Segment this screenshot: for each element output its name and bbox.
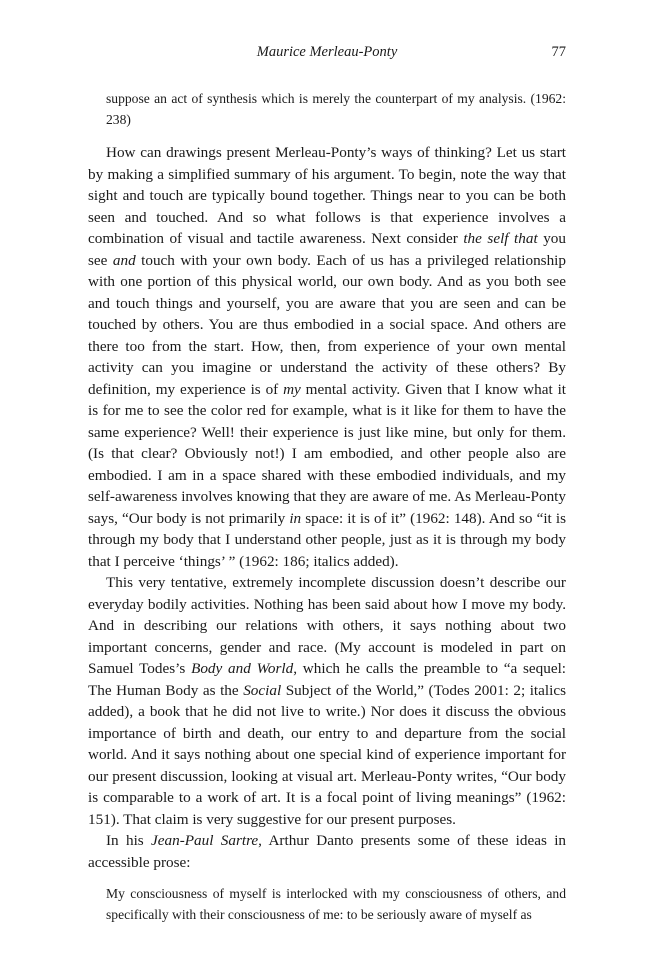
paragraph-2-text-c: Subject of the World,” (Todes 2001: 2; italics added), a book that he did not live to write.) Nor does it discuss the obvious importance of birth and death, our entry to and departure from the social world. And it says nothing about one special kind of experience important for our present discussion, looking at visual art. Merleau-Ponty writes, “Our body is comparable to a work of art. It is a focal point of living meanings” (1962: 151). That claim is very suggestive for our present purposes. — [88, 681, 566, 828]
paragraph-1-italic-b: and — [112, 251, 136, 269]
paragraph-2-italic-b: Social — [243, 681, 282, 699]
paragraph-1-italic-a: the self that — [463, 230, 538, 247]
paragraph-3-italic-a: Jean-Paul Sartre — [151, 832, 259, 849]
paragraph-2-text-a: This very tentative, extremely incomplete discussion doesn’t describe our everyday bodily activities. Nothing has been said about how I move my body. And in describing our relations with others, it says nothing about two important concerns, gender and race. (My account is modeled in part on Samuel Todes’s — [88, 574, 566, 677]
paragraph-3-text-a: In his — [106, 832, 152, 849]
paragraph-1-italic-c: my — [283, 380, 301, 398]
paragraph-1 — [88, 142, 566, 572]
page-number: 77 — [551, 44, 566, 60]
paragraph-1-text-d: mental activity. Given that I know what it is for me to see the color red for example, what is it like for them to have the same experience? Well! their experience is just like mine, but only for them. (Is that clear? Obviously not!) I am embodied, and other people also are embodied. I am in a space shared with these embodied individuals, and my self-awareness involves knowing that they are aware of me. As Merleau-Ponty says, “Our body is not primarily — [88, 380, 567, 527]
block-quote-top: suppose an act of synthesis which is merely the counterpart of my analysis. (1962: 238) — [106, 91, 566, 127]
paragraph-1-text-c: touch with your own body. Each of us has a privileged relationship with one portion of this physical world, our own body. And as you both see and touch things and yourself, you are aware that you are seen and can be touched by others. You are thus embodied in a social space. And others are there too from the start. How, then, from experience of your own mental activity can you imagine or understand the activity of these others? By definition, my experience is of — [88, 251, 566, 398]
paragraph-2-text-b: , which he calls the preamble to “a sequel: The Human Body as the — [88, 660, 567, 699]
paragraph-3 — [88, 830, 566, 873]
paragraph-2-italic-a: Body and World — [191, 660, 294, 677]
running-header — [88, 44, 566, 64]
paragraph-1-text-b: you see — [88, 230, 566, 269]
paragraph-2 — [88, 572, 566, 830]
block-quote-bottom: My consciousness of myself is interlocked with my consciousness of others, and specifically with their consciousness of me: to be seriously aware of myself as — [106, 886, 566, 922]
paragraph-3-text-b: , Arthur Danto presents some of these ideas in accessible prose: — [88, 832, 567, 871]
running-title: Maurice Merleau-Ponty — [256, 44, 398, 60]
paragraph-1-italic-d: in — [289, 509, 302, 527]
page-body — [88, 88, 566, 925]
paragraph-1-text-a: How can drawings present Merleau-Ponty’s ways of thinking? Let us start by making a simplified summary of his argument. To begin, note the way that sight and touch are typically bound together. Things near to you can be both seen and touched. And so what follows is that experience involves a combination of visual and tactile awareness. Next consider — [88, 144, 566, 247]
paragraph-1-text-e: space: it is of it” (1962: 148). And so “it is through my body that I understand other people, just as it is through my body that I perceive ‘things’ ” (1962: 186; italics added). — [88, 509, 566, 570]
